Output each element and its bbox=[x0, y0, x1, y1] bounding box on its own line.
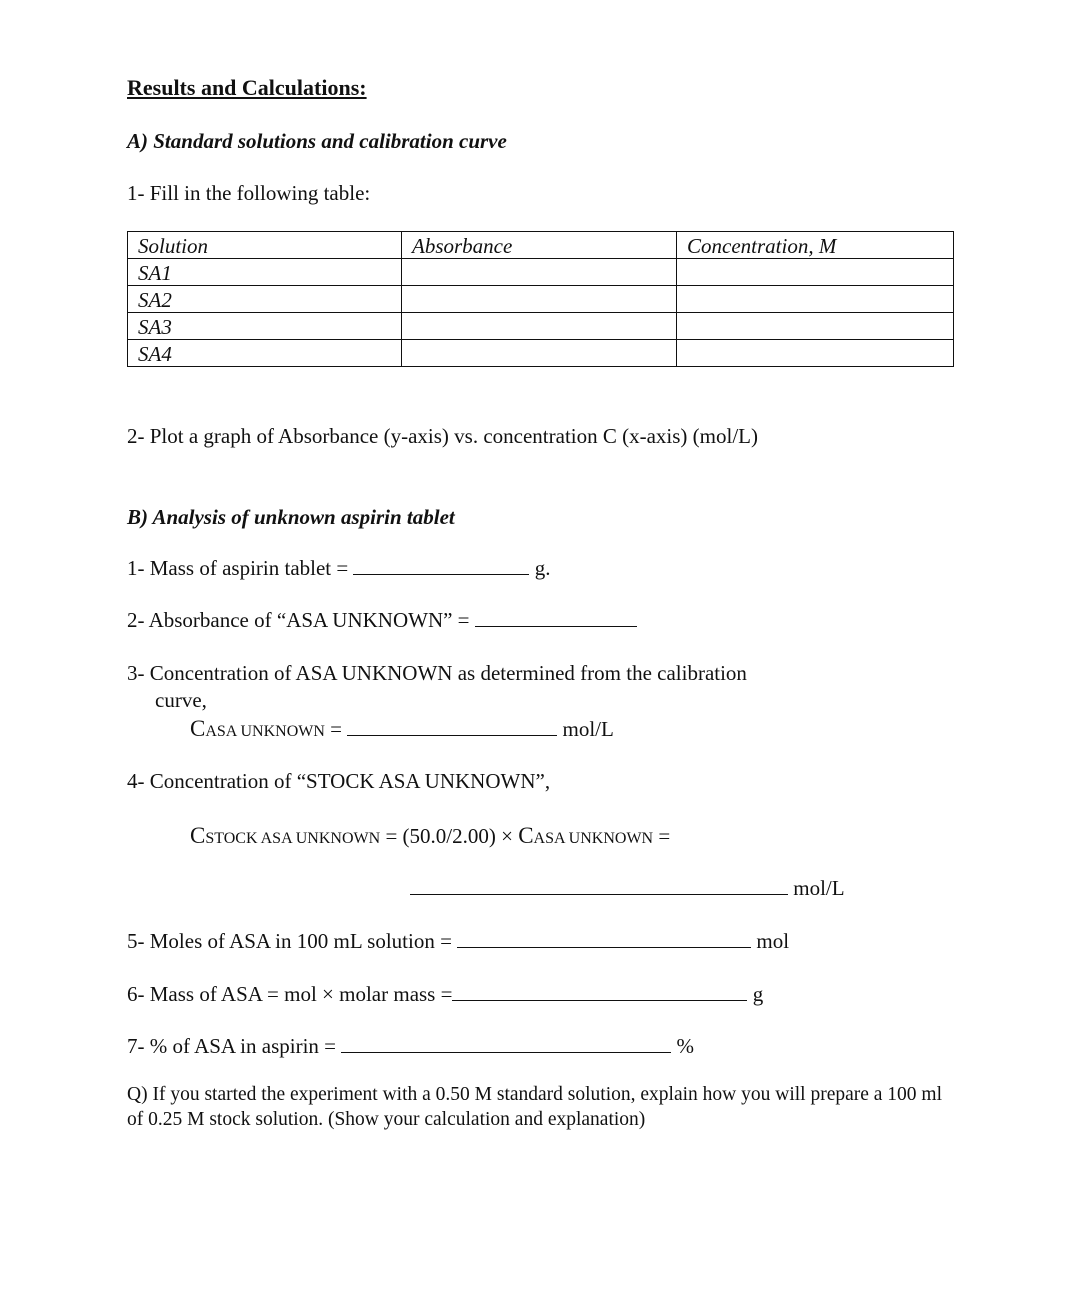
moles-label: 5- Moles of ASA in 100 mL solution = bbox=[127, 929, 452, 953]
c-symbol: C bbox=[190, 823, 206, 848]
moles-unit: mol bbox=[756, 929, 790, 953]
mass-label: 1- Mass of aspirin tablet = bbox=[127, 556, 349, 580]
stock-concentration-unit: mol/L bbox=[793, 876, 845, 900]
c-asa-unknown-line bbox=[190, 717, 614, 740]
c-symbol: C bbox=[190, 716, 206, 741]
mass-blank[interactable] bbox=[353, 572, 529, 575]
absorbance-line bbox=[127, 610, 637, 631]
mass-asa-label: 6- Mass of ASA = mol × molar mass = bbox=[127, 982, 453, 1006]
table-cell-solution: SA1 bbox=[128, 259, 402, 286]
stock-concentration-blank[interactable] bbox=[410, 892, 788, 895]
table-row bbox=[128, 340, 954, 367]
c-asa-unknown-unit: mol/L bbox=[562, 717, 614, 741]
section-a-title: A) Standard solutions and calibration curve bbox=[127, 129, 507, 153]
table-header-concentration: Concentration, M bbox=[677, 232, 954, 259]
mass-asa-line bbox=[127, 984, 763, 1005]
equals-sign: = bbox=[658, 824, 671, 848]
table-cell-absorbance[interactable] bbox=[402, 286, 677, 313]
c-symbol: C bbox=[518, 823, 534, 848]
question-paragraph: Q) If you started the experiment with a 0.50 M standard solution, explain how you will prepare a 100 ml of 0.25 M stock solution. (Show your calculation and explanation) bbox=[127, 1084, 943, 1130]
table-cell-concentration[interactable] bbox=[677, 259, 954, 286]
absorbance-label: 2- Absorbance of “ASA UNKNOWN” = bbox=[127, 608, 470, 632]
mass-unit: g. bbox=[534, 556, 551, 580]
section-a-item-1: 1- Fill in the following table: bbox=[127, 181, 371, 205]
table-header-absorbance: Absorbance bbox=[402, 232, 677, 259]
table-row bbox=[128, 286, 954, 313]
c-subscript: ASA UNKNOWN bbox=[533, 830, 654, 847]
page-heading: Results and Calculations: bbox=[127, 75, 367, 100]
table-cell-solution: SA2 bbox=[128, 286, 402, 313]
table-header-solution: Solution bbox=[128, 232, 402, 259]
concentration-line-2: curve, bbox=[155, 688, 207, 712]
section-b-title: B) Analysis of unknown aspirin tablet bbox=[127, 505, 455, 529]
table-header-row bbox=[128, 232, 954, 259]
concentration-line-1: 3- Concentration of ASA UNKNOWN as determined from the calibration bbox=[127, 661, 747, 685]
stock-formula-line bbox=[190, 824, 670, 847]
standards-table bbox=[127, 231, 954, 367]
mass-line bbox=[127, 558, 550, 579]
percent-asa-label: 7- % of ASA in aspirin = bbox=[127, 1034, 337, 1058]
moles-blank[interactable] bbox=[457, 945, 751, 948]
table-cell-solution: SA4 bbox=[128, 340, 402, 367]
c-asa-unknown-blank[interactable] bbox=[347, 733, 557, 736]
c-subscript: ASA UNKNOWN bbox=[205, 723, 325, 740]
percent-asa-blank[interactable] bbox=[341, 1050, 671, 1053]
table-row bbox=[128, 259, 954, 286]
c-stock-subscript: STOCK ASA UNKNOWN bbox=[205, 830, 381, 847]
table-cell-absorbance[interactable] bbox=[402, 259, 677, 286]
stock-concentration-line: 4- Concentration of “STOCK ASA UNKNOWN”, bbox=[127, 769, 551, 793]
stock-answer-line bbox=[410, 878, 845, 899]
mass-asa-blank[interactable] bbox=[452, 998, 747, 1001]
table-cell-concentration[interactable] bbox=[677, 340, 954, 367]
stock-formula-dilution: = (50.0/2.00) × bbox=[385, 824, 513, 848]
table-row bbox=[128, 313, 954, 340]
table-cell-absorbance[interactable] bbox=[402, 313, 677, 340]
table-cell-concentration[interactable] bbox=[677, 286, 954, 313]
mass-asa-unit: g bbox=[752, 982, 764, 1006]
percent-asa-line bbox=[127, 1036, 694, 1057]
percent-unit: % bbox=[676, 1034, 695, 1058]
table-cell-absorbance[interactable] bbox=[402, 340, 677, 367]
absorbance-blank[interactable] bbox=[475, 624, 637, 627]
table-cell-solution: SA3 bbox=[128, 313, 402, 340]
section-a-item-2: 2- Plot a graph of Absorbance (y-axis) vs. concentration C (x-axis) (mol/L) bbox=[127, 424, 758, 448]
equals-sign: = bbox=[330, 717, 342, 741]
moles-line bbox=[127, 931, 789, 952]
table-cell-concentration[interactable] bbox=[677, 313, 954, 340]
